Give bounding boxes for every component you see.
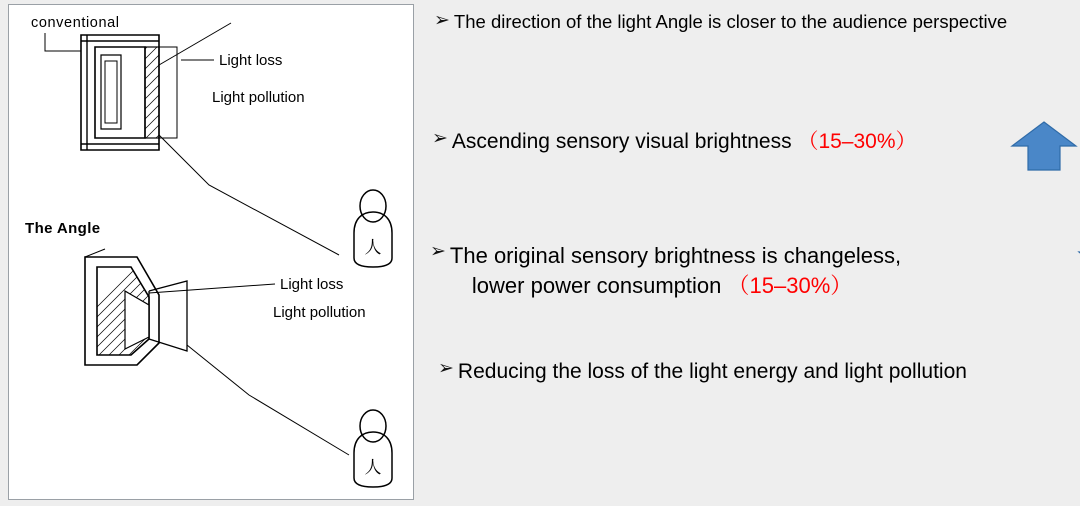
svg-text:人: 人 <box>364 238 382 258</box>
diagram-panel <box>8 4 414 500</box>
svg-text:人: 人 <box>364 458 382 478</box>
lighting-cross-section-diagram <box>9 5 415 501</box>
bullet-text-3 <box>450 241 901 300</box>
audience-figure-bottom <box>354 410 392 487</box>
audience-figure-top <box>354 190 392 267</box>
bullet-text-1: The direction of the light Angle is closer to the audience perspective <box>453 11 1008 32</box>
bullet-text-3-highlight: （15–30%） <box>727 272 853 298</box>
bullet-arrow-icon: ➢ <box>438 358 454 379</box>
bullet-text-3-line2-wrap <box>450 271 901 301</box>
label-conventional: conventional <box>31 15 120 31</box>
bullet-item-1 <box>434 10 1074 35</box>
label-light-pollution-bottom: Light pollution <box>273 304 366 321</box>
bullet-text-4: Reducing the loss of the light energy and light pollution <box>457 360 967 383</box>
bullet-arrow-icon: ➢ <box>434 10 450 31</box>
label-light-loss-bottom: Light loss <box>280 276 344 293</box>
bullet-arrow-icon: ➢ <box>430 241 446 262</box>
light-cone-top <box>159 47 177 138</box>
bullet-text-2 <box>452 128 917 156</box>
label-light-loss-top: Light loss <box>219 52 283 69</box>
bullet-text-3-line1: The original sensory brightness is changeless, <box>449 243 902 268</box>
the-angle-leader <box>85 249 105 257</box>
bullet-text-2-main: Ascending sensory visual brightness <box>451 130 792 153</box>
label-the-angle: The Angle <box>25 220 101 237</box>
bullet-item-4 <box>438 358 1078 386</box>
up-arrow-icon <box>1010 120 1078 172</box>
label-light-pollution-top: Light pollution <box>212 89 305 106</box>
bullet-item-3 <box>430 241 1030 300</box>
conventional-leader <box>45 33 83 51</box>
bullet-list <box>424 0 1080 506</box>
bullet-arrow-icon: ➢ <box>432 128 448 149</box>
conventional-profile <box>81 35 159 150</box>
bullet-item-2 <box>432 128 992 156</box>
bullet-text-2-highlight: （15–30%） <box>797 130 917 153</box>
bullet-text-3-line2: lower power consumption <box>471 272 722 298</box>
